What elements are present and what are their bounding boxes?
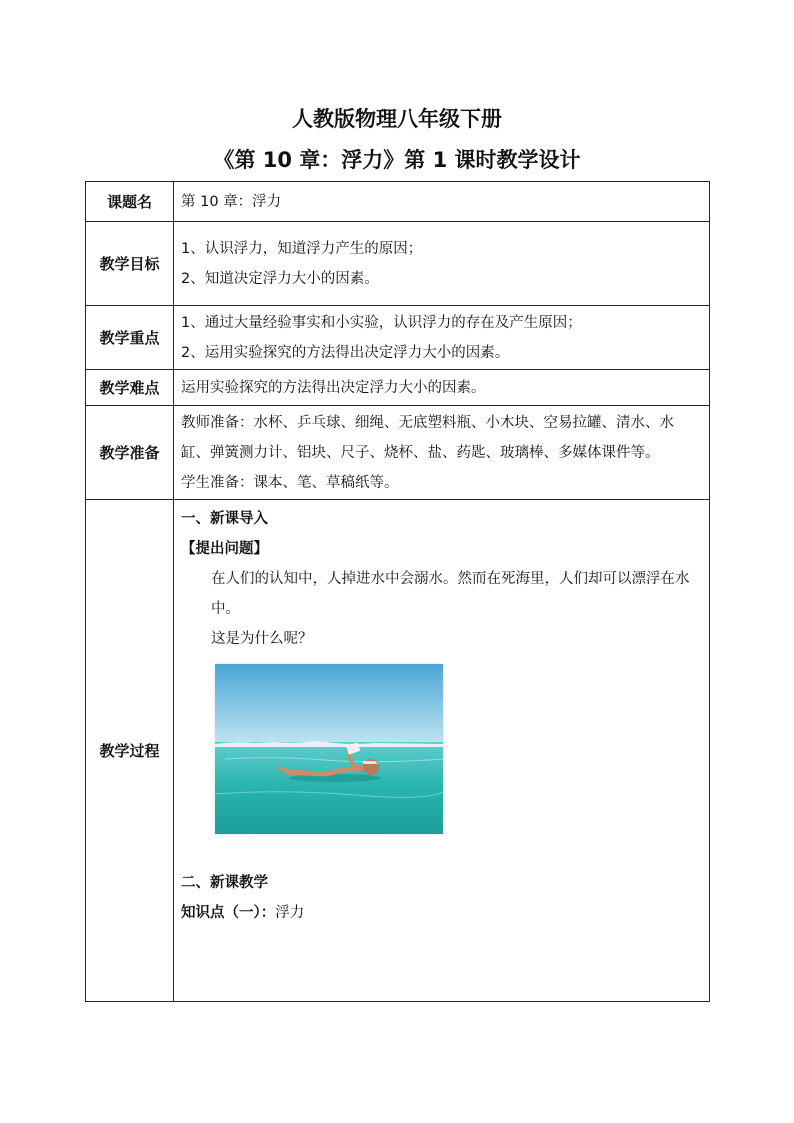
question-paragraph: 这是为什么呢？	[211, 631, 313, 647]
difficulty-text: 运用实验探究的方法得出决定浮力大小的因素。	[174, 370, 710, 406]
row-goals	[86, 222, 710, 306]
intro-paragraph: 在人们的认知中，人掉进水中会溺水。然而在死海里，人们却可以漂浮在水中。	[211, 571, 690, 617]
student-preparation: 学生准备：课本、笔、草稿纸等。	[181, 474, 399, 491]
row-difficulty	[86, 370, 710, 406]
row-preparation	[86, 406, 710, 500]
row-process	[86, 500, 710, 1002]
row-label-process: 教学过程	[86, 500, 174, 1002]
dead-sea-floating-image	[215, 664, 443, 834]
knowledge-point-text: 浮力	[275, 905, 305, 921]
row-label-preparation: 教学准备	[86, 406, 174, 500]
bracket-heading: 【提出问题】	[181, 541, 268, 557]
section-heading-teaching: 二、新课教学	[181, 875, 268, 891]
key-point-item: 2、运用实验探究的方法得出决定浮力大小的因素。	[181, 344, 510, 361]
row-label-key-points: 教学重点	[86, 306, 174, 370]
topic-text: 第 10 章：浮力	[174, 182, 710, 222]
knowledge-point-title: 知识点（一）：	[181, 905, 276, 921]
goal-item: 1、认识浮力，知道浮力产生的原因；	[181, 240, 423, 257]
document-title: 人教版物理八年级下册	[292, 107, 502, 131]
row-label-difficulty: 教学难点	[86, 370, 174, 406]
lesson-plan-table	[85, 181, 710, 1002]
row-label-goals: 教学目标	[86, 222, 174, 306]
dead-sea-floating-photo	[215, 664, 443, 834]
goal-item: 2、知道决定浮力大小的因素。	[181, 270, 379, 287]
key-point-item: 1、通过大量经验事实和小实验，认识浮力的存在及产生原因；	[181, 314, 582, 331]
row-key-points	[86, 306, 710, 370]
row-label-topic: 课题名	[86, 182, 174, 222]
knowledge-point	[181, 898, 701, 928]
row-topic	[86, 182, 710, 222]
teacher-preparation: 教师准备：水杯、乒乓球、细绳、无底塑料瓶、小木块、空易拉罐、清水、水缸、弹簧测力计、铝块、尺子、烧杯、盐、药匙、玻璃棒、多媒体课件等。	[181, 414, 674, 461]
document-subtitle: 《第 10 章：浮力》第 1 课时教学设计	[213, 148, 581, 172]
section-heading-intro: 一、新课导入	[181, 511, 268, 527]
